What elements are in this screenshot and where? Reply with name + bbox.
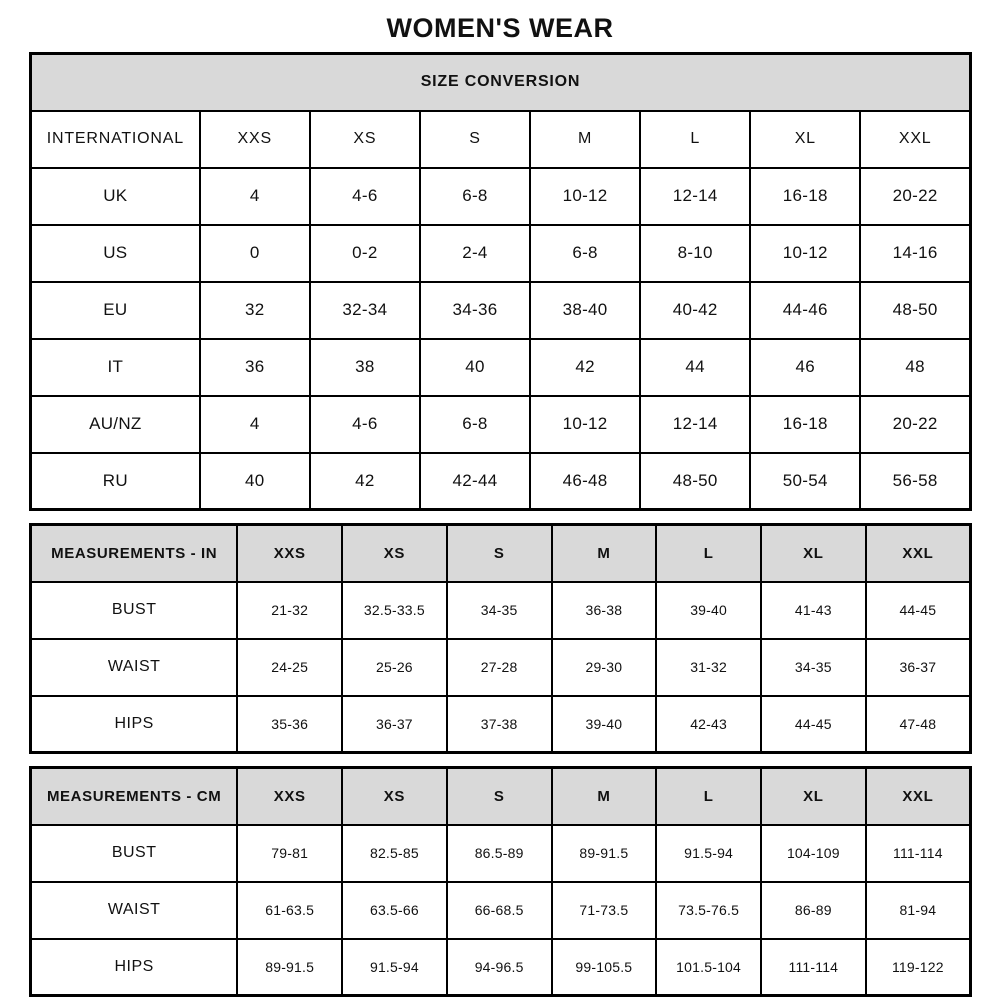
size-cell: 46 (750, 339, 860, 396)
size-cell: 44-46 (750, 282, 860, 339)
size-cell: 12-14 (640, 396, 750, 453)
size-cell: 4-6 (310, 396, 420, 453)
size-cell: 82.5-85 (342, 825, 447, 882)
size-cell: 34-35 (447, 582, 552, 639)
size-cell: 27-28 (447, 639, 552, 696)
row-label-us: US (31, 225, 200, 282)
size-cell: 24-25 (237, 639, 342, 696)
table-row (31, 582, 971, 639)
size-cell: 10-12 (750, 225, 860, 282)
col-header-xs: XS (342, 768, 447, 825)
row-label-it: IT (31, 339, 200, 396)
header-row (31, 111, 971, 168)
size-cell: 71-73.5 (552, 882, 657, 939)
banner-row (31, 54, 971, 111)
size-cell: 0-2 (310, 225, 420, 282)
size-cell: 48 (860, 339, 970, 396)
col-header-l: L (656, 525, 761, 582)
size-cell: 73.5-76.5 (656, 882, 761, 939)
size-cell: 32 (200, 282, 310, 339)
size-cell: 32-34 (310, 282, 420, 339)
size-cell: 119-122 (866, 939, 971, 996)
size-cell: 111-114 (761, 939, 866, 996)
size-cell: 47-48 (866, 696, 971, 753)
col-header-xxs: XXS (237, 525, 342, 582)
size-cell: 89-91.5 (552, 825, 657, 882)
size-cell: 36-37 (342, 696, 447, 753)
size-cell: 79-81 (237, 825, 342, 882)
size-cell: 10-12 (530, 396, 640, 453)
size-cell: 36-37 (866, 639, 971, 696)
header-row (31, 768, 971, 825)
row-label-hips: HIPS (31, 696, 238, 753)
row-label-bust: BUST (31, 825, 238, 882)
table-row (31, 282, 971, 339)
size-cell: 35-36 (237, 696, 342, 753)
row-label-uk: UK (31, 168, 200, 225)
col-header-l: L (640, 111, 750, 168)
table-row (31, 639, 971, 696)
table-row (31, 939, 971, 996)
size-cell: 4 (200, 168, 310, 225)
col-header-xxs: XXS (200, 111, 310, 168)
size-cell: 44 (640, 339, 750, 396)
size-cell: 20-22 (860, 396, 970, 453)
size-cell: 20-22 (860, 168, 970, 225)
col-header-l: L (656, 768, 761, 825)
size-cell: 36 (200, 339, 310, 396)
size-cell: 94-96.5 (447, 939, 552, 996)
size-cell: 2-4 (420, 225, 530, 282)
col-header-m: M (552, 525, 657, 582)
col-header-m: M (552, 768, 657, 825)
table-row (31, 339, 971, 396)
size-cell: 4-6 (310, 168, 420, 225)
size-cell: 37-38 (447, 696, 552, 753)
size-cell: 25-26 (342, 639, 447, 696)
col-header-xl: XL (750, 111, 860, 168)
row-label-waist: WAIST (31, 882, 238, 939)
table-row (31, 825, 971, 882)
table-row (31, 882, 971, 939)
col-header-xxl: XXL (860, 111, 970, 168)
col-header-s: S (420, 111, 530, 168)
size-cell: 6-8 (530, 225, 640, 282)
size-cell: 31-32 (656, 639, 761, 696)
size-cell: 40-42 (640, 282, 750, 339)
size-cell: 91.5-94 (342, 939, 447, 996)
size-cell: 66-68.5 (447, 882, 552, 939)
size-cell: 21-32 (237, 582, 342, 639)
size-cell: 44-45 (866, 582, 971, 639)
row-label-hips: HIPS (31, 939, 238, 996)
size-cell: 50-54 (750, 453, 860, 510)
measurements-in-table (29, 523, 972, 754)
size-cell: 86.5-89 (447, 825, 552, 882)
size-cell: 39-40 (552, 696, 657, 753)
size-cell: 104-109 (761, 825, 866, 882)
measurements-cm-table (29, 766, 972, 997)
size-cell: 42 (310, 453, 420, 510)
col-header-measurements-cm: MEASUREMENTS - CM (31, 768, 238, 825)
size-cell: 44-45 (761, 696, 866, 753)
col-header-xxl: XXL (866, 768, 971, 825)
size-cell: 10-12 (530, 168, 640, 225)
table-row (31, 225, 971, 282)
col-header-xs: XS (310, 111, 420, 168)
size-cell: 36-38 (552, 582, 657, 639)
page-title: WOMEN'S WEAR (386, 13, 614, 43)
col-header-xl: XL (761, 768, 866, 825)
table-row (31, 396, 971, 453)
col-header-s: S (447, 768, 552, 825)
size-cell: 111-114 (866, 825, 971, 882)
section-banner: SIZE CONVERSION (31, 54, 971, 111)
size-cell: 34-35 (761, 639, 866, 696)
size-cell: 46-48 (530, 453, 640, 510)
size-cell: 34-36 (420, 282, 530, 339)
row-label-waist: WAIST (31, 639, 238, 696)
size-cell: 12-14 (640, 168, 750, 225)
col-header-xs: XS (342, 525, 447, 582)
size-cell: 99-105.5 (552, 939, 657, 996)
size-cell: 42 (530, 339, 640, 396)
size-cell: 6-8 (420, 168, 530, 225)
col-header-measurements-in: MEASUREMENTS - IN (31, 525, 238, 582)
size-cell: 101.5-104 (656, 939, 761, 996)
size-cell: 63.5-66 (342, 882, 447, 939)
size-cell: 39-40 (656, 582, 761, 639)
size-cell: 42-44 (420, 453, 530, 510)
row-label-ru: RU (31, 453, 200, 510)
table-row (31, 696, 971, 753)
col-header-international: INTERNATIONAL (31, 111, 200, 168)
size-cell: 4 (200, 396, 310, 453)
size-cell: 61-63.5 (237, 882, 342, 939)
size-cell: 41-43 (761, 582, 866, 639)
size-cell: 6-8 (420, 396, 530, 453)
size-conversion-table (29, 52, 972, 511)
size-cell: 42-43 (656, 696, 761, 753)
size-cell: 16-18 (750, 168, 860, 225)
size-cell: 0 (200, 225, 310, 282)
row-label-eu: EU (31, 282, 200, 339)
tables-container (0, 52, 1000, 997)
size-cell: 32.5-33.5 (342, 582, 447, 639)
size-cell: 40 (420, 339, 530, 396)
size-cell: 89-91.5 (237, 939, 342, 996)
size-cell: 38-40 (530, 282, 640, 339)
size-cell: 29-30 (552, 639, 657, 696)
col-header-s: S (447, 525, 552, 582)
size-cell: 86-89 (761, 882, 866, 939)
size-cell: 38 (310, 339, 420, 396)
size-cell: 16-18 (750, 396, 860, 453)
size-cell: 91.5-94 (656, 825, 761, 882)
size-cell: 48-50 (640, 453, 750, 510)
size-cell: 48-50 (860, 282, 970, 339)
size-cell: 56-58 (860, 453, 970, 510)
size-cell: 8-10 (640, 225, 750, 282)
size-cell: 40 (200, 453, 310, 510)
col-header-xxl: XXL (866, 525, 971, 582)
col-header-m: M (530, 111, 640, 168)
header-row (31, 525, 971, 582)
col-header-xxs: XXS (237, 768, 342, 825)
size-cell: 81-94 (866, 882, 971, 939)
row-label-bust: BUST (31, 582, 238, 639)
row-label-au-nz: AU/NZ (31, 396, 200, 453)
table-row (31, 168, 971, 225)
col-header-xl: XL (761, 525, 866, 582)
table-row (31, 453, 971, 510)
size-cell: 14-16 (860, 225, 970, 282)
